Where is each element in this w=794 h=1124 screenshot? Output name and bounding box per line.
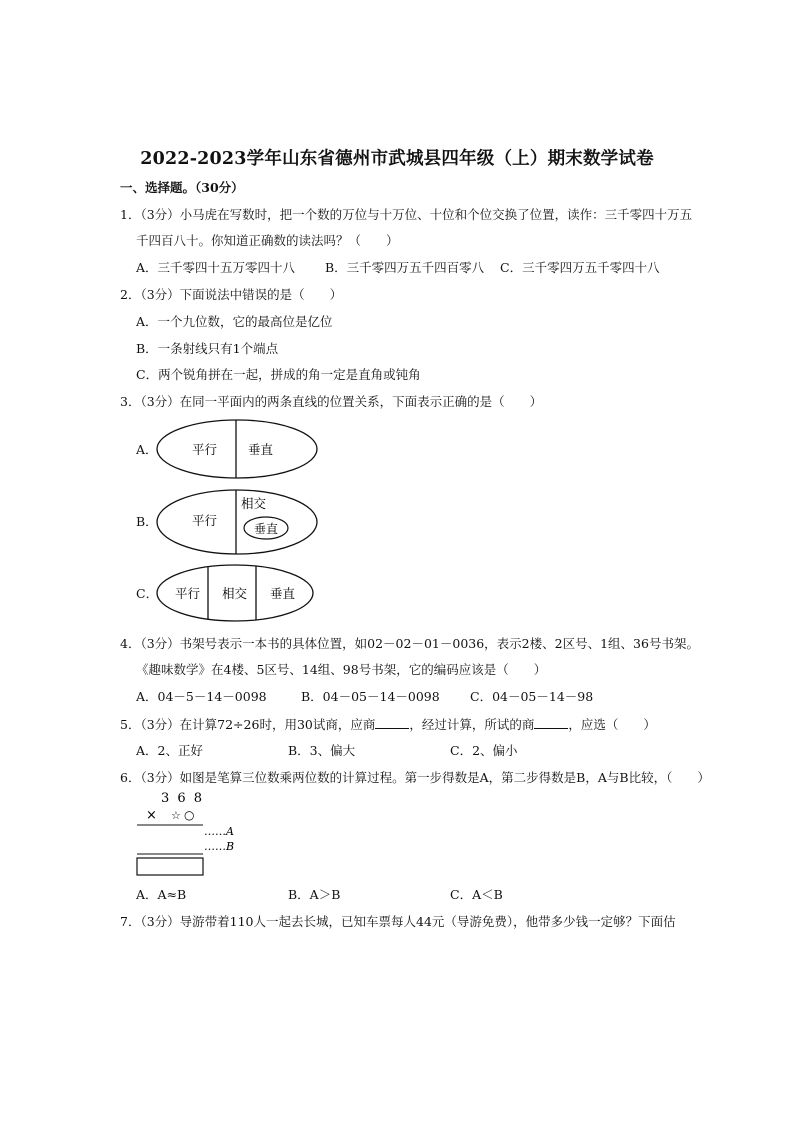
q1-text-line2: 千四百八十。你知道正确数的读法吗？（ ） xyxy=(136,233,399,248)
answer-box xyxy=(137,858,203,875)
q3-option-b-letter: B． xyxy=(136,514,158,529)
q3-option-a-letter: A． xyxy=(136,442,158,457)
q1-option-a: A．三千零四十五万零四十八 xyxy=(136,260,296,275)
ellipse-shape xyxy=(157,420,317,478)
q1-option-b: B．三千零四万五千四百零八 xyxy=(325,260,485,275)
q3-option-a-diagram xyxy=(155,418,330,480)
q6-mark-b: ……B xyxy=(204,840,235,853)
q5-text-pre: 5．（3分）在计算72÷26时，用30试商，应商 xyxy=(120,717,376,732)
q6-digits: 3 6 8 xyxy=(161,791,205,806)
q2-option-b: B．一条射线只有1个端点 xyxy=(136,341,279,356)
q5-text xyxy=(120,716,656,733)
section-heading: 一、选择题。（30分） xyxy=(120,180,244,195)
q5-option-b: B．3、偏大 xyxy=(288,743,356,758)
q3-a-left-label: 平行 xyxy=(192,443,218,457)
q3-c-right-label: 垂直 xyxy=(270,587,296,601)
q3-b-left-label: 平行 xyxy=(192,514,218,528)
times-sign-icon: × xyxy=(146,808,157,823)
answer-blank-2[interactable] xyxy=(534,716,568,729)
q3-b-top-label: 相交 xyxy=(241,497,267,511)
q6-multiplication-diagram xyxy=(133,788,243,880)
q4-text-line1: 4．（3分）书架号表示一本书的具体位置，如02－02－01－0036，表示2楼、2区号、1组、36号书架。 xyxy=(120,636,699,651)
q3-c-mid-label: 相交 xyxy=(222,587,248,601)
q3-option-c-letter: C． xyxy=(136,586,159,601)
q6-text: 6．（3分）如图是笔算三位数乘两位数的计算过程。第一步得数是A，第二步得数是B，A与B比较，（ ） xyxy=(120,770,710,785)
circle-icon: ○ xyxy=(184,808,195,822)
q4-text-line2: 《趣味数学》在4楼、5区号、14组、98号书架，它的编码应该是（ ） xyxy=(136,662,547,677)
q2-text: 2．（3分）下面说法中错误的是（ ） xyxy=(120,287,343,302)
q6-option-a: A．A≈B xyxy=(136,887,187,902)
ellipse-shape xyxy=(157,490,317,554)
q5-text-post: ，应选（ ） xyxy=(568,717,656,732)
q5-option-a: A．2、正好 xyxy=(136,743,203,758)
page-title: 2022-2023学年山东省德州市武城县四年级（上）期末数学试卷 xyxy=(140,149,654,169)
q2-option-a: A．一个九位数，它的最高位是亿位 xyxy=(136,314,333,329)
q7-text: 7．（3分）导游带着110人一起去长城，已知车票每人44元（导游免费），他带多少钱一定够？下面估 xyxy=(120,914,676,929)
q5-option-c: C．2、偏小 xyxy=(450,743,518,758)
q3-option-c-diagram xyxy=(155,563,315,623)
q3-c-left-label: 平行 xyxy=(175,587,201,601)
q3-option-b-diagram xyxy=(155,488,330,556)
q1-option-c: C．三千零四万五千零四十八 xyxy=(500,260,660,275)
q6-option-b: B．A＞B xyxy=(288,887,341,902)
q4-option-b: B．04－05－14－0098 xyxy=(301,689,440,704)
q5-text-mid: ，经过计算，所试的商 xyxy=(409,717,535,732)
q6-option-c: C．A＜B xyxy=(450,887,503,902)
q4-option-a: A．04－5－14－0098 xyxy=(136,689,267,704)
q2-option-c: C．两个锐角拼在一起，拼成的角一定是直角或钝角 xyxy=(136,367,421,382)
q1-text-line1: 1．（3分）小马虎在写数时，把一个数的万位与十万位、十位和个位交换了位置，读作：三千零四十万五 xyxy=(120,207,693,222)
q3-b-inner-label: 垂直 xyxy=(254,522,279,536)
q4-option-c: C．04－05－14－98 xyxy=(470,689,594,704)
answer-blank-1[interactable] xyxy=(375,716,409,729)
star-icon: ☆ xyxy=(171,809,181,822)
q3-a-right-label: 垂直 xyxy=(248,443,274,457)
q6-mark-a: ……A xyxy=(204,825,234,838)
q3-text: 3．（3分）在同一平面内的两条直线的位置关系，下面表示正确的是（ ） xyxy=(120,394,543,409)
